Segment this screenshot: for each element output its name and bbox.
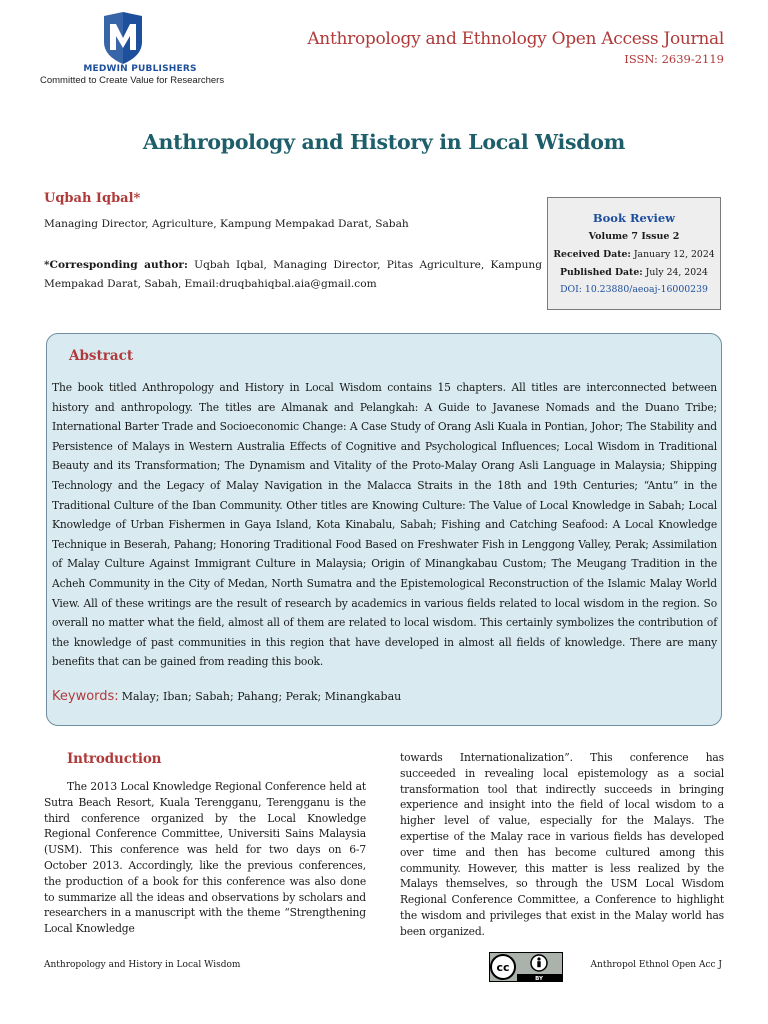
medwin-logo-icon bbox=[102, 12, 144, 64]
license-text: BY bbox=[535, 976, 543, 982]
published-value: July 24, 2024 bbox=[645, 267, 708, 278]
corresponding-text: Uqbah Iqbal, Managing Director, Pitas Agriculture, Kampung Mempakad Darat, Sabah, Email:druqbahiqbal.aia@gmail.com bbox=[44, 259, 542, 290]
introduction-paragraph-continued: towards Internationalization”. This conference has succeeded in revealing local epistemology as a social transformation tool that indirectly succeeds in bringing experience and insight into the field of local wisdom to a higher level of value, especially for the Malays. The expertise of the Malay race in various fields has developed over time and then has become cultured among this community. However, this matter is less realized by the Malays themselves, so through the USM Local Wisdom Regional Conference Committee, a Conference to highlight the wisdom and privileges that exist in the Malay world has been organized. bbox=[400, 751, 724, 938]
article-info-box bbox=[547, 197, 721, 310]
publisher-name: MEDWIN PUBLISHERS bbox=[83, 64, 197, 74]
received-value: January 12, 2024 bbox=[633, 249, 715, 260]
keywords bbox=[52, 689, 401, 704]
published-date bbox=[548, 267, 720, 278]
footer-running-title: Anthropology and History in Local Wisdom bbox=[44, 960, 241, 970]
author-name: Uqbah Iqbal* bbox=[44, 191, 141, 206]
publisher-tagline: Committed to Create Value for Researchers bbox=[40, 75, 225, 86]
abstract-heading: Abstract bbox=[69, 348, 134, 364]
body-column-right bbox=[400, 750, 724, 940]
author-affiliation: Managing Director, Agriculture, Kampung Mempakad Darat, Sabah bbox=[44, 218, 409, 230]
svg-text:cc: cc bbox=[496, 961, 510, 974]
introduction-heading: Introduction bbox=[67, 751, 162, 767]
abstract-text: The book titled Anthropology and History in Local Wisdom contains 15 chapters. All titles are interconnected between history and anthropology. The titles are Almanak and Pelangkah: A Guide to Javanese Nomads and the Duano Tribe; International Barter Trade and Socioeconomic Change: A Case Study of Orang Asli Kuala in Pontian, Johor; The Stability and Persistence of Malays in Western Australia Effects of Cognitive and Psychological Influences; Local Wisdom in Traditional Beauty and its Transformation; The Dynamism and Vitality of the Proto-Malay Orang Asli Language in Malaysia; Shipping Technology and the Legacy of Malay Navigation in the Malacca Straits in the 18th and 19th Centuries; “Antu” in the Traditional Culture of the Iban Community. Other titles are Knowing Culture: The Value of Local Knowledge in Sabah; Local Knowledge of Urban Fishermen in Gaya Island, Kota Kinabalu, Sabah; Fishing and Catching Seafood: A Local Knowledge Technique in Beserah, Pahang; Honoring Traditional Food Based on Freshwater Fish in Lenggong Valley, Perak; Assimilation of Malay Culture Against Immigrant Culture in Malaysia; Origin of Minangkabau Custom; The Meugang Tradition in the Acheh Community in the City of Medan, North Sumatra and the Epistemological Reconstruction of the Islamic Malay World View. All of these writings are the result of research by academics in various fields related to local wisdom in the region. So overall no matter what the field, almost all of them are related to local wisdom. This certainly symbolizes the contribution of the knowledge of past communities in this region that have developed in almost all fields of knowledge. There are many benefits that can be gained from reading this book. bbox=[52, 381, 717, 669]
doi-link[interactable]: DOI: 10.23880/aeoaj-16000239 bbox=[560, 284, 708, 295]
received-date bbox=[548, 249, 720, 260]
journal-issn: ISSN: 2639-2119 bbox=[624, 52, 724, 66]
keywords-list: Malay; Iban; Sabah; Pahang; Perak; Minangkabau bbox=[121, 690, 402, 703]
corresponding-label: *Corresponding author: bbox=[44, 259, 188, 271]
published-label: Published Date: bbox=[560, 267, 643, 278]
volume-issue: Volume 7 Issue 2 bbox=[588, 231, 680, 242]
received-label: Received Date: bbox=[553, 249, 631, 260]
article-title: Anthropology and History in Local Wisdom bbox=[142, 130, 626, 154]
journal-title: Anthropology and Ethnology Open Access Journal bbox=[307, 29, 724, 49]
footer-journal-abbrev: Anthropol Ethnol Open Acc J bbox=[590, 960, 722, 970]
keywords-label: Keywords: bbox=[52, 689, 119, 704]
article-type: Book Review bbox=[592, 211, 676, 225]
body-column-left bbox=[44, 750, 366, 937]
introduction-paragraph: The 2013 Local Knowledge Regional Conference held at Sutra Beach Resort, Kuala Terengganu, Terengganu is the third conference organized by the Local Knowledge Regional Conference Committee, Universiti Sains Malaysia (USM). This conference was held for two days on 6-7 October 2013. Accordingly, like the previous conferences, the production of a book for this conference was also done to summarize all the ideas and observations by scholars and researchers in a manuscript with the theme “Strengthening Local Knowledge bbox=[44, 780, 366, 936]
abstract-box bbox=[46, 333, 722, 726]
cc-by-icon[interactable] bbox=[489, 952, 563, 982]
corresponding-author bbox=[44, 256, 542, 294]
